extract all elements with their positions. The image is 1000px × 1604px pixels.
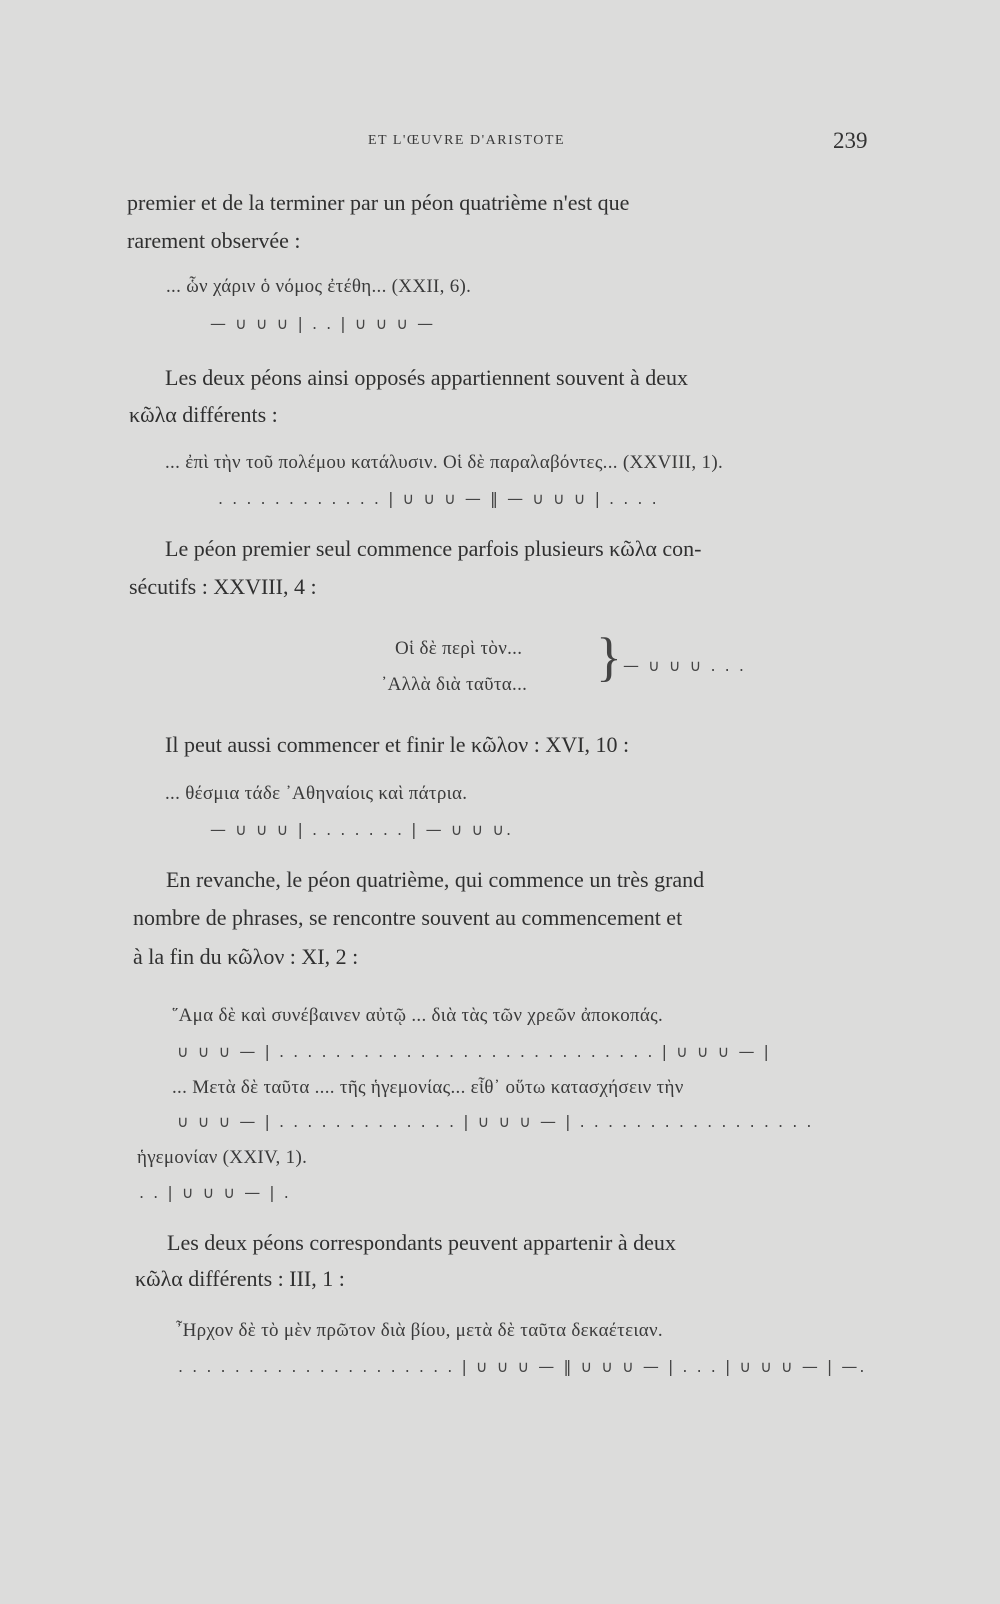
greek-example: ... Μετὰ δὲ ταῦτα .... τῆς ἡγεμονίας... εἶθ᾿ οὕτω κατασχήσειν τὴν	[172, 1077, 684, 1098]
greek-example: ἡγεμονίαν (XXIV, 1).	[137, 1147, 308, 1168]
metrical-scheme: . . | ∪ ∪ ∪ — | .	[139, 1183, 291, 1202]
greek-example: ῏Ηρχον δὲ τὸ μὲν πρῶτον διὰ βίου, μετὰ δὲ ταῦτα δεκαέτειαν.	[176, 1320, 663, 1341]
paragraph-line: Les deux péons correspondants peuvent appartenir à deux	[167, 1230, 676, 1255]
running-header: ET L'ŒUVRE D'ARISTOTE	[368, 133, 566, 148]
greek-example: Οἱ δὲ περὶ τὸν...	[395, 638, 523, 659]
metrical-scheme: ∪ ∪ ∪ — | . . . . . . . . . . . . . . . . . . . . . . . . . . . | ∪ ∪ ∪ — |	[177, 1042, 771, 1061]
paragraph-line: premier et de la terminer par un péon quatrième n'est que	[127, 190, 630, 215]
paragraph-line: Il peut aussi commencer et finir le κῶλον : XVI, 10 :	[165, 732, 630, 757]
paragraph-line: κῶλα différents : III, 1 :	[135, 1266, 345, 1291]
greek-example: ... ἐπὶ τὴν τοῦ πολέμου κατάλυσιν. Οἱ δὲ παραλαβόντες... (XXVIII, 1).	[165, 452, 723, 473]
greek-example: ... θέσμια τάδε ᾿Αθηναίοις καὶ πάτρια.	[165, 783, 468, 804]
metrical-scheme: . . . . . . . . . . . . . . . . . . . . | ∪ ∪ ∪ — ‖ ∪ ∪ ∪ — | . . . | ∪ ∪ ∪ — | —.	[178, 1357, 867, 1376]
paragraph-line: à la fin du κῶλον : XI, 2 :	[133, 944, 359, 969]
metrical-scheme: — ∪ ∪ ∪ . . .	[623, 656, 746, 675]
greek-example: ῞Αμα δὲ καὶ συνέβαινεν αὐτῷ ... διὰ τὰς τῶν χρεῶν ἀποκοπάς.	[172, 1005, 664, 1026]
paragraph-line: nombre de phrases, se rencontre souvent au commencement et	[133, 905, 683, 930]
greek-example: ... ὧν χάριν ὁ νόμος ἐτέθη... (XXII, 6).	[166, 276, 472, 297]
metrical-scheme: ∪ ∪ ∪ — | . . . . . . . . . . . . . | ∪ ∪ ∪ — | . . . . . . . . . . . . . . . . .	[177, 1112, 814, 1131]
greek-example: ᾿Αλλὰ διὰ ταῦτα...	[381, 674, 528, 695]
metrical-scheme: — ∪ ∪ ∪ | . . | ∪ ∪ ∪ —	[210, 314, 436, 333]
paragraph-line: Le péon premier seul commence parfois plusieurs κῶλα con-	[165, 536, 702, 561]
metrical-scheme: . . . . . . . . . . . . | ∪ ∪ ∪ — ‖ — ∪ ∪ ∪ | . . . .	[218, 489, 659, 508]
paragraph-line: sécutifs : XXVIII, 4 :	[129, 574, 317, 599]
paragraph-line: κῶλα différents :	[129, 402, 278, 427]
paragraph-line: En revanche, le péon quatrième, qui commence un très grand	[166, 867, 705, 892]
metrical-scheme: — ∪ ∪ ∪ | . . . . . . . | — ∪ ∪ ∪.	[210, 820, 514, 839]
page-number: 239	[833, 128, 868, 153]
paragraph-line: Les deux péons ainsi opposés appartiennent souvent à deux	[165, 365, 688, 390]
paragraph-line: rarement observée :	[127, 228, 301, 253]
brace-bracket: }	[596, 627, 622, 687]
